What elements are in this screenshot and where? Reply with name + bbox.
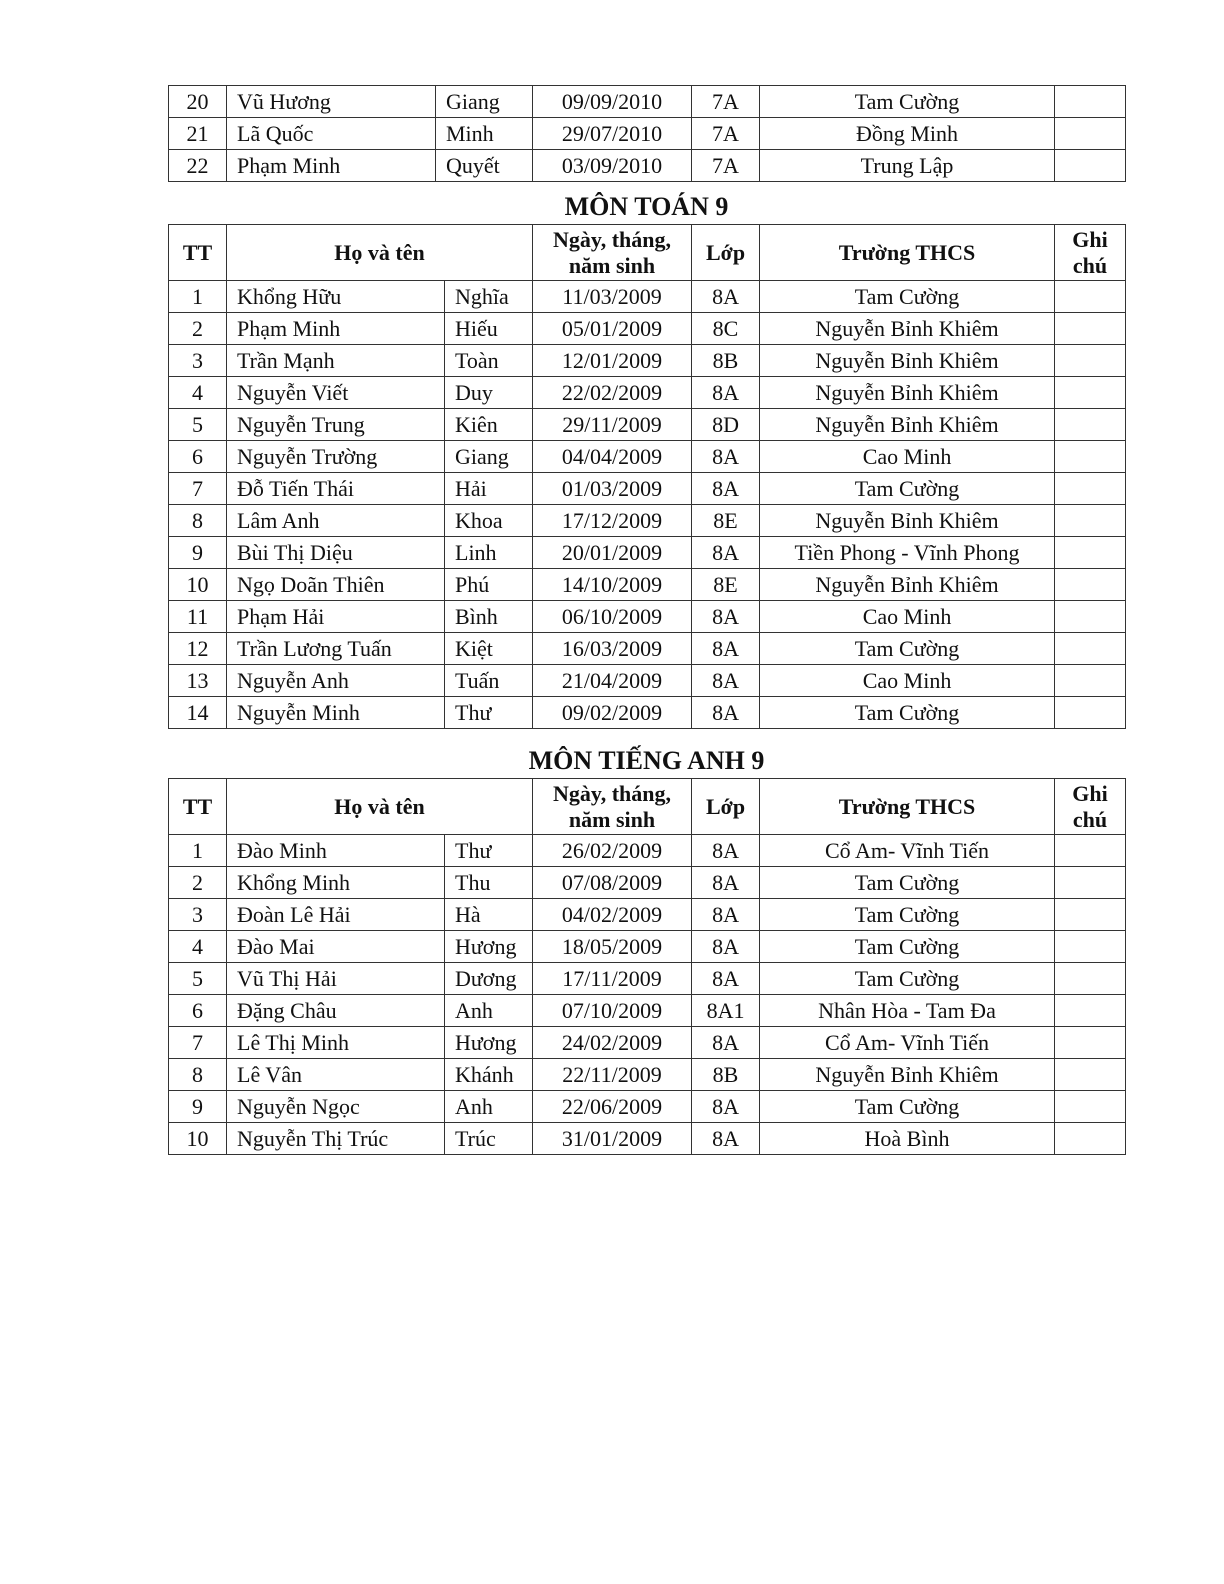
- cell-first-name: Minh: [436, 118, 533, 150]
- section-title-english-9: MÔN TIẾNG ANH 9: [528, 746, 765, 775]
- cell-class: 8A: [692, 537, 760, 569]
- cell-note: [1055, 473, 1126, 505]
- cell-note: [1055, 409, 1126, 441]
- table-row: [169, 537, 1126, 569]
- cell-last-name: Trần Mạnh: [227, 345, 445, 377]
- cell-dob: 06/10/2009: [533, 601, 692, 633]
- cell-last-name: Đoàn Lê Hải: [227, 899, 445, 931]
- cell-first-name: Quyết: [436, 150, 533, 182]
- cell-class: 8B: [692, 1059, 760, 1091]
- cell-last-name: Ngọ Doãn Thiên: [227, 569, 445, 601]
- header-class: Lớp: [692, 225, 760, 281]
- cell-dob: 11/03/2009: [533, 281, 692, 313]
- cell-tt: 2: [169, 313, 227, 345]
- cell-tt: 6: [169, 441, 227, 473]
- table-row: [169, 150, 1126, 182]
- cell-first-name: Hiếu: [445, 313, 533, 345]
- cell-note: [1055, 835, 1126, 867]
- cell-class: 8A: [692, 931, 760, 963]
- cell-dob: 29/11/2009: [533, 409, 692, 441]
- cell-first-name: Hải: [445, 473, 533, 505]
- cell-note: [1055, 633, 1126, 665]
- table-row: [169, 569, 1126, 601]
- cell-note: [1055, 1027, 1126, 1059]
- table-row: [169, 963, 1126, 995]
- cell-note: [1055, 150, 1126, 182]
- cell-first-name: Hương: [445, 1027, 533, 1059]
- cell-first-name: Bình: [445, 601, 533, 633]
- cell-first-name: Thư: [445, 697, 533, 729]
- cell-last-name: Phạm Minh: [227, 313, 445, 345]
- cell-class: 8A: [692, 601, 760, 633]
- cell-school: Tam Cường: [760, 697, 1055, 729]
- cell-class: 8A: [692, 281, 760, 313]
- cell-tt: 4: [169, 931, 227, 963]
- cell-school: Cao Minh: [760, 665, 1055, 697]
- cell-dob: 03/09/2010: [533, 150, 692, 182]
- cell-first-name: Trúc: [445, 1123, 533, 1155]
- cell-tt: 8: [169, 1059, 227, 1091]
- table-continued-grade7: [168, 85, 1126, 182]
- table-row: [169, 835, 1126, 867]
- cell-last-name: Nguyễn Trường: [227, 441, 445, 473]
- cell-first-name: Linh: [445, 537, 533, 569]
- cell-dob: 20/01/2009: [533, 537, 692, 569]
- cell-last-name: Nguyễn Thị Trúc: [227, 1123, 445, 1155]
- cell-last-name: Phạm Minh: [227, 150, 436, 182]
- cell-class: 8A: [692, 1027, 760, 1059]
- cell-dob: 22/06/2009: [533, 1091, 692, 1123]
- cell-last-name: Nguyễn Trung: [227, 409, 445, 441]
- cell-tt: 3: [169, 899, 227, 931]
- cell-tt: 1: [169, 835, 227, 867]
- cell-dob: 05/01/2009: [533, 313, 692, 345]
- cell-last-name: Vũ Thị Hải: [227, 963, 445, 995]
- cell-note: [1055, 963, 1126, 995]
- cell-tt: 11: [169, 601, 227, 633]
- cell-dob: 31/01/2009: [533, 1123, 692, 1155]
- cell-school: Cổ Am- Vĩnh Tiến: [760, 835, 1055, 867]
- header-dob: [533, 779, 692, 835]
- cell-first-name: Phú: [445, 569, 533, 601]
- header-note: [1055, 225, 1126, 281]
- cell-school: Nguyễn Bỉnh Khiêm: [760, 1059, 1055, 1091]
- cell-school: Đồng Minh: [760, 118, 1055, 150]
- cell-last-name: Nguyễn Anh: [227, 665, 445, 697]
- cell-first-name: Hương: [445, 931, 533, 963]
- header-tt: TT: [169, 779, 227, 835]
- cell-class: 8A: [692, 441, 760, 473]
- table-row: [169, 867, 1126, 899]
- cell-school: Tam Cường: [760, 281, 1055, 313]
- cell-dob: 09/09/2010: [533, 86, 692, 118]
- cell-school: Nguyễn Bỉnh Khiêm: [760, 377, 1055, 409]
- cell-tt: 4: [169, 377, 227, 409]
- table-row: [169, 899, 1126, 931]
- header-tt: TT: [169, 225, 227, 281]
- cell-dob: 16/03/2009: [533, 633, 692, 665]
- cell-tt: 9: [169, 537, 227, 569]
- cell-class: 8E: [692, 505, 760, 537]
- cell-class: 8A: [692, 1091, 760, 1123]
- table-row: [169, 377, 1126, 409]
- cell-first-name: Hà: [445, 899, 533, 931]
- header-note-line1: Ghi: [1072, 780, 1108, 806]
- cell-note: [1055, 537, 1126, 569]
- cell-first-name: Khánh: [445, 1059, 533, 1091]
- header-note-line1: Ghi: [1072, 226, 1108, 252]
- table-row: [169, 86, 1126, 118]
- cell-school: Cổ Am- Vĩnh Tiến: [760, 1027, 1055, 1059]
- cell-dob: 24/02/2009: [533, 1027, 692, 1059]
- cell-class: 8B: [692, 345, 760, 377]
- cell-note: [1055, 377, 1126, 409]
- cell-note: [1055, 1091, 1126, 1123]
- cell-note: [1055, 697, 1126, 729]
- table-row: [169, 313, 1126, 345]
- cell-tt: 7: [169, 473, 227, 505]
- cell-school: Nguyễn Bỉnh Khiêm: [760, 409, 1055, 441]
- cell-last-name: Khổng Minh: [227, 867, 445, 899]
- cell-tt: 2: [169, 867, 227, 899]
- cell-class: 8A: [692, 867, 760, 899]
- cell-note: [1055, 345, 1126, 377]
- cell-first-name: Tuấn: [445, 665, 533, 697]
- cell-note: [1055, 86, 1126, 118]
- table-row: [169, 1123, 1126, 1155]
- table-header-row: [169, 225, 1126, 281]
- cell-dob: 09/02/2009: [533, 697, 692, 729]
- cell-first-name: Thu: [445, 867, 533, 899]
- cell-last-name: Đào Mai: [227, 931, 445, 963]
- cell-school: Nhân Hòa - Tam Đa: [760, 995, 1055, 1027]
- cell-class: 8A: [692, 963, 760, 995]
- header-school: Trường THCS: [760, 225, 1055, 281]
- table-row: [169, 633, 1126, 665]
- cell-first-name: Kiệt: [445, 633, 533, 665]
- cell-class: 7A: [692, 150, 760, 182]
- cell-tt: 20: [169, 86, 227, 118]
- cell-class: 7A: [692, 86, 760, 118]
- cell-dob: 01/03/2009: [533, 473, 692, 505]
- cell-last-name: Nguyễn Ngọc: [227, 1091, 445, 1123]
- cell-school: Hoà Bình: [760, 1123, 1055, 1155]
- cell-dob: 21/04/2009: [533, 665, 692, 697]
- cell-school: Cao Minh: [760, 441, 1055, 473]
- header-dob-line1: Ngày, tháng,: [553, 226, 671, 252]
- cell-first-name: Kiên: [445, 409, 533, 441]
- cell-note: [1055, 1123, 1126, 1155]
- cell-tt: 3: [169, 345, 227, 377]
- cell-school: Nguyễn Bỉnh Khiêm: [760, 505, 1055, 537]
- cell-class: 8A1: [692, 995, 760, 1027]
- header-dob-line2: năm sinh: [568, 252, 656, 278]
- header-dob: [533, 225, 692, 281]
- cell-dob: 29/07/2010: [533, 118, 692, 150]
- cell-school: Tam Cường: [760, 633, 1055, 665]
- header-dob-line2: năm sinh: [568, 806, 656, 832]
- cell-last-name: Vũ Hương: [227, 86, 436, 118]
- table-row: [169, 665, 1126, 697]
- header-note-line2: chú: [1072, 252, 1108, 278]
- cell-last-name: Phạm Hải: [227, 601, 445, 633]
- cell-tt: 7: [169, 1027, 227, 1059]
- header-note-line2: chú: [1072, 806, 1108, 832]
- cell-note: [1055, 601, 1126, 633]
- table-row: [169, 697, 1126, 729]
- cell-note: [1055, 995, 1126, 1027]
- cell-last-name: Nguyễn Viết: [227, 377, 445, 409]
- table-math-9: [168, 224, 1126, 729]
- cell-class: 7A: [692, 118, 760, 150]
- header-note: [1055, 779, 1126, 835]
- cell-school: Tam Cường: [760, 473, 1055, 505]
- cell-note: [1055, 899, 1126, 931]
- table-row: [169, 995, 1126, 1027]
- cell-tt: 21: [169, 118, 227, 150]
- cell-note: [1055, 569, 1126, 601]
- table-row: [169, 931, 1126, 963]
- cell-tt: 8: [169, 505, 227, 537]
- cell-school: Tam Cường: [760, 931, 1055, 963]
- cell-first-name: Khoa: [445, 505, 533, 537]
- table-row: [169, 1059, 1126, 1091]
- cell-last-name: Lê Vân: [227, 1059, 445, 1091]
- table-row: [169, 505, 1126, 537]
- cell-school: Tam Cường: [760, 86, 1055, 118]
- table-row: [169, 118, 1126, 150]
- cell-tt: 5: [169, 963, 227, 995]
- cell-class: 8A: [692, 633, 760, 665]
- cell-last-name: Đặng Châu: [227, 995, 445, 1027]
- cell-school: Nguyễn Bỉnh Khiêm: [760, 569, 1055, 601]
- cell-school: Tam Cường: [760, 867, 1055, 899]
- cell-note: [1055, 441, 1126, 473]
- cell-dob: 18/05/2009: [533, 931, 692, 963]
- cell-tt: 1: [169, 281, 227, 313]
- cell-dob: 22/02/2009: [533, 377, 692, 409]
- cell-note: [1055, 931, 1126, 963]
- cell-class: 8E: [692, 569, 760, 601]
- cell-first-name: Giang: [445, 441, 533, 473]
- cell-note: [1055, 281, 1126, 313]
- cell-school: Trung Lập: [760, 150, 1055, 182]
- cell-class: 8A: [692, 665, 760, 697]
- cell-dob: 17/12/2009: [533, 505, 692, 537]
- cell-last-name: Lê Thị Minh: [227, 1027, 445, 1059]
- cell-first-name: Anh: [445, 995, 533, 1027]
- header-school: Trường THCS: [760, 779, 1055, 835]
- cell-school: Tam Cường: [760, 1091, 1055, 1123]
- cell-first-name: Thư: [445, 835, 533, 867]
- cell-dob: 12/01/2009: [533, 345, 692, 377]
- cell-school: Tam Cường: [760, 899, 1055, 931]
- cell-tt: 13: [169, 665, 227, 697]
- table-row: [169, 1027, 1126, 1059]
- cell-class: 8A: [692, 377, 760, 409]
- section-title-math-9: MÔN TOÁN 9: [564, 192, 729, 221]
- cell-note: [1055, 505, 1126, 537]
- cell-note: [1055, 313, 1126, 345]
- table-header-row: [169, 779, 1126, 835]
- cell-dob: 22/11/2009: [533, 1059, 692, 1091]
- header-name: Họ và tên: [227, 225, 533, 281]
- cell-class: 8A: [692, 697, 760, 729]
- cell-last-name: Lã Quốc: [227, 118, 436, 150]
- cell-first-name: Nghĩa: [445, 281, 533, 313]
- cell-last-name: Trần Lương Tuấn: [227, 633, 445, 665]
- table-row: [169, 441, 1126, 473]
- cell-dob: 04/04/2009: [533, 441, 692, 473]
- cell-tt: 9: [169, 1091, 227, 1123]
- table-row: [169, 601, 1126, 633]
- cell-class: 8C: [692, 313, 760, 345]
- cell-note: [1055, 118, 1126, 150]
- cell-note: [1055, 665, 1126, 697]
- table-english-9: [168, 778, 1126, 1155]
- cell-dob: 07/10/2009: [533, 995, 692, 1027]
- cell-last-name: Đỗ Tiến Thái: [227, 473, 445, 505]
- cell-school: Tiền Phong - Vĩnh Phong: [760, 537, 1055, 569]
- header-dob-line1: Ngày, tháng,: [553, 780, 671, 806]
- cell-last-name: Bùi Thị Diệu: [227, 537, 445, 569]
- cell-first-name: Toàn: [445, 345, 533, 377]
- cell-class: 8A: [692, 899, 760, 931]
- cell-last-name: Nguyễn Minh: [227, 697, 445, 729]
- cell-first-name: Anh: [445, 1091, 533, 1123]
- cell-school: Cao Minh: [760, 601, 1055, 633]
- cell-last-name: Đào Minh: [227, 835, 445, 867]
- table-row: [169, 345, 1126, 377]
- table-row: [169, 409, 1126, 441]
- cell-tt: 12: [169, 633, 227, 665]
- cell-dob: 26/02/2009: [533, 835, 692, 867]
- cell-tt: 14: [169, 697, 227, 729]
- cell-class: 8A: [692, 473, 760, 505]
- cell-school: Tam Cường: [760, 963, 1055, 995]
- cell-school: Nguyễn Bỉnh Khiêm: [760, 345, 1055, 377]
- cell-first-name: Duy: [445, 377, 533, 409]
- cell-dob: 17/11/2009: [533, 963, 692, 995]
- cell-tt: 22: [169, 150, 227, 182]
- cell-note: [1055, 867, 1126, 899]
- cell-first-name: Dương: [445, 963, 533, 995]
- cell-tt: 5: [169, 409, 227, 441]
- cell-dob: 04/02/2009: [533, 899, 692, 931]
- cell-dob: 14/10/2009: [533, 569, 692, 601]
- cell-dob: 07/08/2009: [533, 867, 692, 899]
- cell-class: 8A: [692, 835, 760, 867]
- header-name: Họ và tên: [227, 779, 533, 835]
- cell-last-name: Lâm Anh: [227, 505, 445, 537]
- cell-note: [1055, 1059, 1126, 1091]
- header-class: Lớp: [692, 779, 760, 835]
- cell-tt: 10: [169, 569, 227, 601]
- cell-tt: 10: [169, 1123, 227, 1155]
- cell-first-name: Giang: [436, 86, 533, 118]
- cell-tt: 6: [169, 995, 227, 1027]
- cell-class: 8D: [692, 409, 760, 441]
- cell-school: Nguyễn Bỉnh Khiêm: [760, 313, 1055, 345]
- table-row: [169, 1091, 1126, 1123]
- table-row: [169, 281, 1126, 313]
- cell-last-name: Khổng Hữu: [227, 281, 445, 313]
- table-row: [169, 473, 1126, 505]
- cell-class: 8A: [692, 1123, 760, 1155]
